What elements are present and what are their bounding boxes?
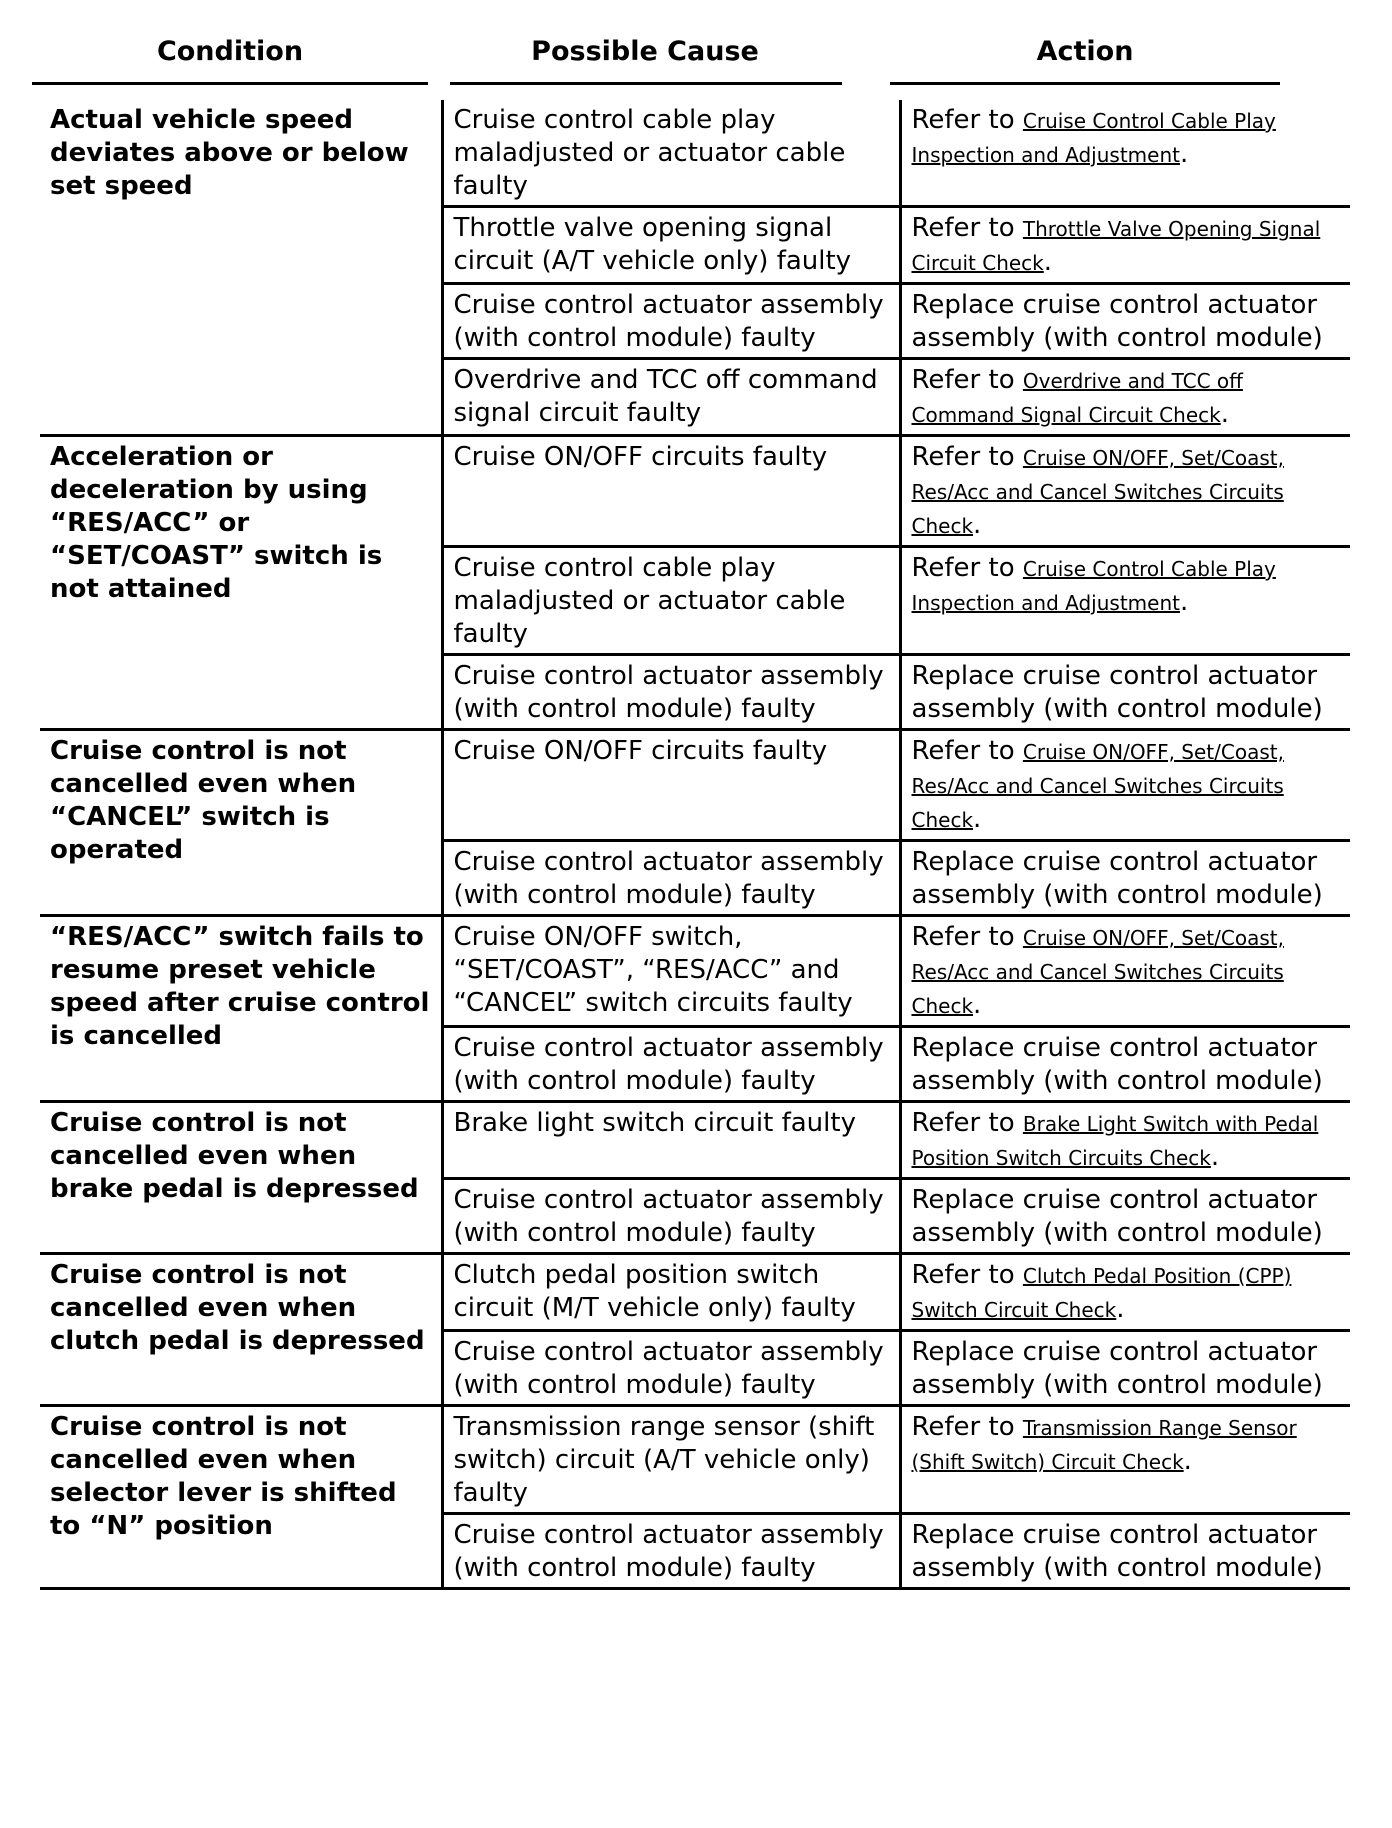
condition-cell: “RES/ACC” switch fails to resume preset vehicle speed after cruise control is cancelled [40, 916, 442, 1102]
possible-cause-cell: Cruise ON/OFF circuits faulty [442, 730, 900, 841]
action-text: Replace cruise control actuator assembly (with control module) [911, 290, 1323, 353]
action-suffix: . [1179, 587, 1189, 617]
action-suffix: . [1210, 1142, 1220, 1172]
header-possible-cause: Possible Cause [531, 36, 759, 67]
possible-cause-cell: Transmission range sensor (shift switch) circuit (A/T vehicle only) faulty [442, 1406, 900, 1514]
table-row [40, 436, 1350, 547]
action-cell [900, 1331, 1350, 1406]
action-prefix: Refer to [911, 922, 1023, 952]
action-cell [900, 207, 1350, 284]
possible-cause-cell: Cruise control actuator assembly (with control module) faulty [442, 841, 900, 916]
reference-link[interactable]: Cruise ON/OFF, Set/Coast, Res/Acc and Cancel Switches Circuits Check [911, 926, 1284, 1018]
condition-cell: Cruise control is not cancelled even when selector lever is shifted to “N” position [40, 1406, 442, 1589]
action-cell [900, 841, 1350, 916]
table-row [40, 916, 1350, 1027]
possible-cause-cell: Cruise control actuator assembly (with control module) faulty [442, 1331, 900, 1406]
reference-link[interactable]: Cruise ON/OFF, Set/Coast, Res/Acc and Cancel Switches Circuits Check [911, 446, 1284, 538]
action-prefix: Refer to [911, 553, 1023, 583]
action-text: Replace cruise control actuator assembly (with control module) [911, 1185, 1323, 1248]
action-suffix: . [973, 804, 982, 834]
action-cell [900, 359, 1350, 436]
action-cell [900, 1514, 1350, 1589]
reference-link[interactable]: Clutch Pedal Position (CPP) Switch Circuit Check [911, 1264, 1292, 1322]
reference-link[interactable]: Cruise ON/OFF, Set/Coast, Res/Acc and Cancel Switches Circuits Check [911, 740, 1284, 832]
possible-cause-cell: Cruise control actuator assembly (with control module) faulty [442, 1514, 900, 1589]
table-row [40, 1102, 1350, 1179]
action-cell [900, 1102, 1350, 1179]
action-suffix: . [1179, 139, 1189, 169]
action-prefix: Refer to [911, 105, 1023, 135]
possible-cause-cell: Overdrive and TCC off command signal circuit faulty [442, 359, 900, 436]
troubleshooting-table [40, 100, 1350, 1590]
action-cell [900, 1254, 1350, 1331]
condition-cell: Actual vehicle speed deviates above or below set speed [40, 100, 442, 436]
possible-cause-cell: Brake light switch circuit faulty [442, 1102, 900, 1179]
action-prefix: Refer to [911, 365, 1023, 395]
action-suffix: . [1183, 1446, 1192, 1476]
possible-cause-cell: Cruise control actuator assembly (with control module) faulty [442, 284, 900, 359]
reference-link[interactable]: Transmission Range Sensor (Shift Switch) Circuit Check [911, 1416, 1297, 1474]
action-prefix: Refer to [911, 1412, 1023, 1442]
action-prefix: Refer to [911, 736, 1023, 766]
action-suffix: . [1116, 1294, 1125, 1324]
header-rule-cause [450, 82, 842, 85]
action-text: Replace cruise control actuator assembly (with control module) [911, 847, 1323, 910]
action-suffix: . [973, 990, 982, 1020]
action-cell [900, 284, 1350, 359]
header-action: Action [1036, 36, 1134, 67]
header-condition: Condition [156, 36, 304, 67]
table-row [40, 100, 1350, 207]
possible-cause-cell: Cruise control actuator assembly (with control module) faulty [442, 655, 900, 730]
action-cell [900, 730, 1350, 841]
condition-cell: Cruise control is not cancelled even when “CANCEL” switch is operated [40, 730, 442, 916]
header-rule-condition [32, 82, 428, 85]
reference-link[interactable]: Brake Light Switch with Pedal Position Switch Circuits Check [911, 1112, 1319, 1170]
reference-link[interactable]: Throttle Valve Opening Signal Circuit Check [911, 217, 1321, 275]
possible-cause-cell: Cruise control actuator assembly (with control module) faulty [442, 1179, 900, 1254]
action-cell [900, 916, 1350, 1027]
action-cell [900, 655, 1350, 730]
reference-link[interactable]: Overdrive and TCC off Command Signal Circuit Check [911, 369, 1243, 427]
possible-cause-cell: Cruise control cable play maladjusted or actuator cable faulty [442, 100, 900, 207]
action-text: Replace cruise control actuator assembly (with control module) [911, 1520, 1323, 1583]
condition-cell: Cruise control is not cancelled even when brake pedal is depressed [40, 1102, 442, 1254]
table-row [40, 1254, 1350, 1331]
possible-cause-cell: Cruise ON/OFF switch, “SET/COAST”, “RES/ACC” and “CANCEL” switch circuits faulty [442, 916, 900, 1027]
table-row [40, 730, 1350, 841]
reference-link[interactable]: Cruise Control Cable Play Inspection and Adjustment [911, 557, 1276, 615]
action-suffix: . [1220, 399, 1229, 429]
header-rule-action [890, 82, 1280, 85]
action-prefix: Refer to [911, 1260, 1023, 1290]
possible-cause-cell: Cruise control actuator assembly (with control module) faulty [442, 1027, 900, 1102]
action-prefix: Refer to [911, 442, 1023, 472]
action-text: Replace cruise control actuator assembly (with control module) [911, 1337, 1323, 1400]
possible-cause-cell: Cruise control cable play maladjusted or actuator cable faulty [442, 547, 900, 655]
table-row [40, 1406, 1350, 1514]
condition-cell: Acceleration or deceleration by using “RES/ACC” or “SET/COAST” switch is not attained [40, 436, 442, 730]
action-prefix: Refer to [911, 1108, 1023, 1138]
action-cell [900, 436, 1350, 547]
action-cell [900, 1179, 1350, 1254]
reference-link[interactable]: Cruise Control Cable Play Inspection and Adjustment [911, 109, 1276, 167]
action-cell [900, 1406, 1350, 1514]
possible-cause-cell: Throttle valve opening signal circuit (A/T vehicle only) faulty [442, 207, 900, 284]
action-cell [900, 1027, 1350, 1102]
action-prefix: Refer to [911, 213, 1023, 243]
action-cell [900, 100, 1350, 207]
action-cell [900, 547, 1350, 655]
action-suffix: . [973, 510, 982, 540]
possible-cause-cell: Cruise ON/OFF circuits faulty [442, 436, 900, 547]
possible-cause-cell: Clutch pedal position switch circuit (M/T vehicle only) faulty [442, 1254, 900, 1331]
action-text: Replace cruise control actuator assembly (with control module) [911, 661, 1323, 724]
action-suffix: . [1043, 247, 1053, 277]
action-text: Replace cruise control actuator assembly (with control module) [911, 1033, 1323, 1096]
condition-cell: Cruise control is not cancelled even when clutch pedal is depressed [40, 1254, 442, 1406]
